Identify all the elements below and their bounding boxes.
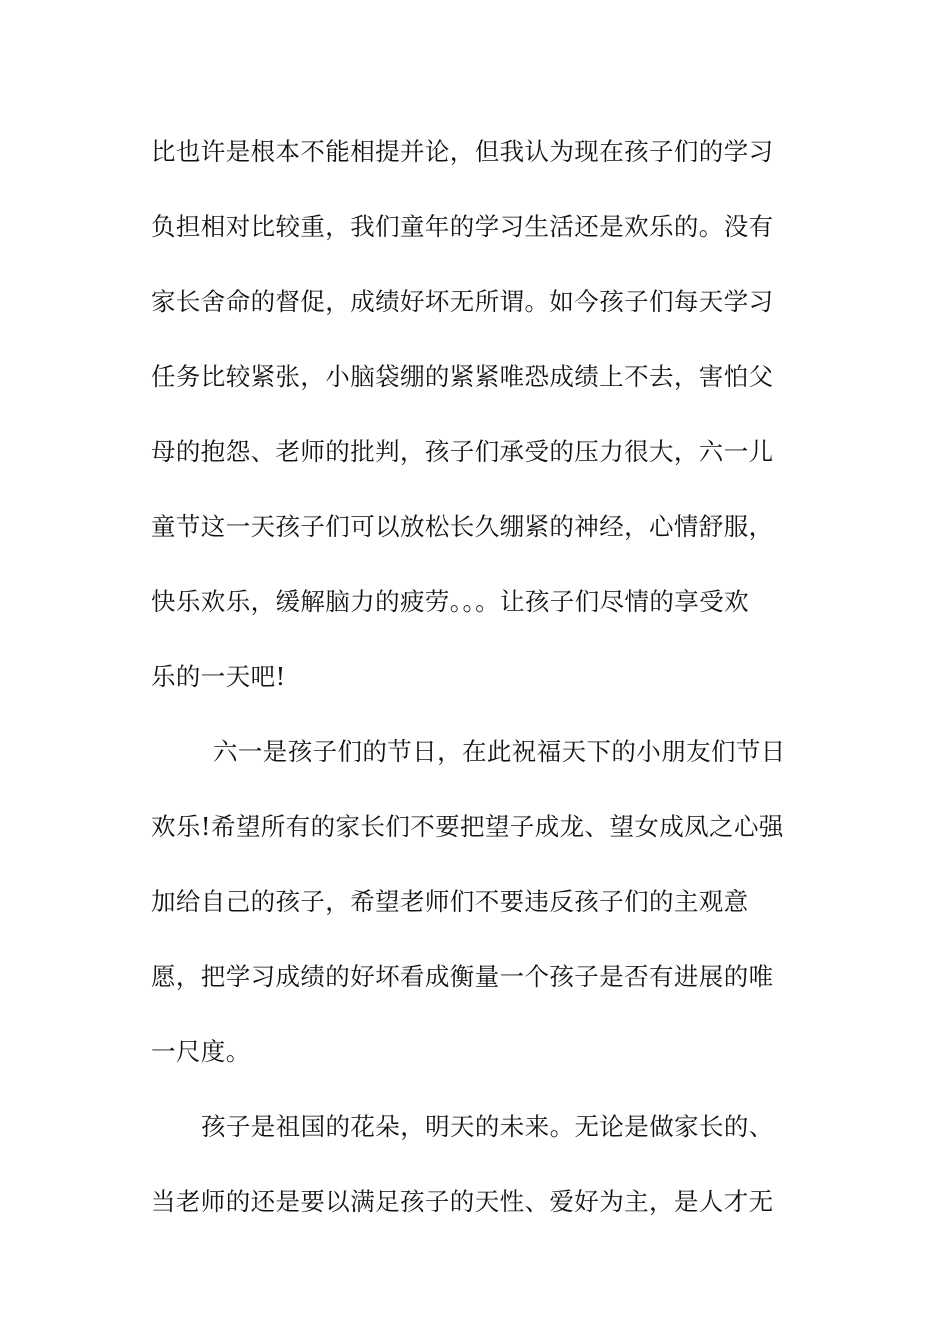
text-line: 母的抱怨、老师的批判，孩子们承受的压力很大，六一儿 <box>151 437 774 466</box>
text-line: 任务比较紧张，小脑袋绷的紧紧唯恐成绩上不去，害怕父 <box>151 362 774 391</box>
paragraph-start-line: 孩子是祖国的花朵，明天的未来。无论是做家长的、 <box>201 1112 774 1141</box>
text-line: 快乐欢乐，缓解脑力的疲劳。。。让孩子们尽情的享受欢 <box>151 587 749 616</box>
text-line: 一尺度。 <box>151 1037 251 1066</box>
text-line: 负担相对比较重，我们童年的学习生活还是欢乐的。没有 <box>151 212 774 241</box>
text-line: 当老师的还是要以满足孩子的天性、爱好为主，是人才无 <box>151 1187 774 1216</box>
text-line: 比也许是根本不能相提并论，但我认为现在孩子们的学习 <box>151 137 774 166</box>
text-line: 家长舍命的督促，成绩好坏无所谓。如今孩子们每天学习 <box>151 287 774 316</box>
paragraph-start-line: 六一是孩子们的节日，在此祝福天下的小朋友们节日 <box>213 737 786 766</box>
text-line: 加给自己的孩子，希望老师们不要违反孩子们的主观意 <box>151 887 749 916</box>
text-line: 童节这一天孩子们可以放松长久绷紧的神经，心情舒服， <box>151 512 774 541</box>
text-line: 欢乐!希望所有的家长们不要把望子成龙、望女成凤之心强 <box>151 812 784 841</box>
text-line: 愿，把学习成绩的好坏看成衡量一个孩子是否有进展的唯 <box>151 962 774 991</box>
text-line: 乐的一天吧! <box>151 662 286 691</box>
